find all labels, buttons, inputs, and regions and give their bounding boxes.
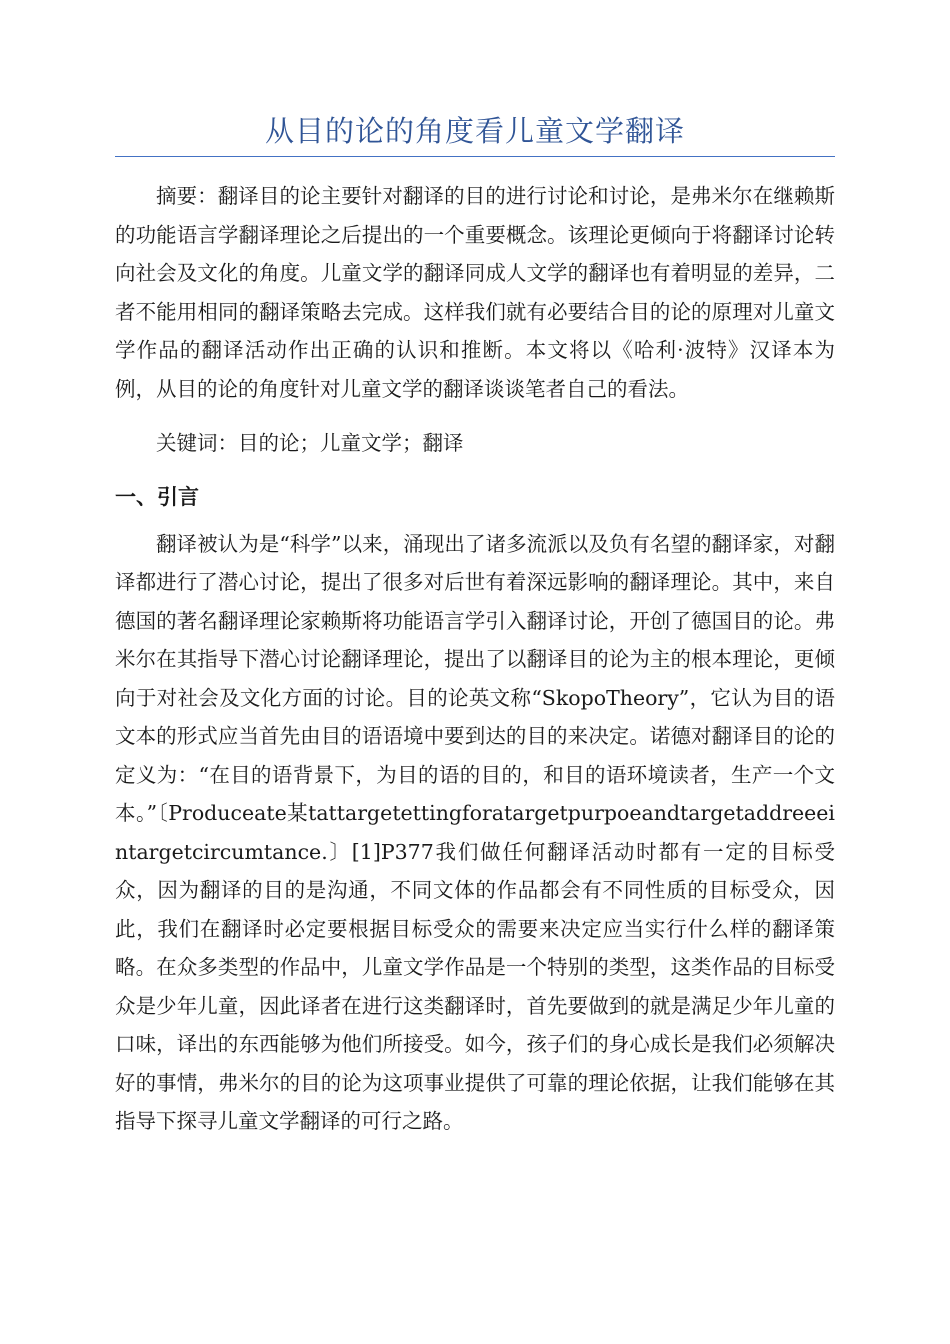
section-heading-introduction: 一、引言	[115, 484, 199, 509]
keywords-line: 关键词：目的论；儿童文学；翻译	[156, 431, 464, 455]
document-page	[115, 112, 835, 1141]
introduction-paragraph: 翻译被认为是“科学”以来，涌现出了诸多流派以及负有名望的翻译家，对翻译都进行了潜心讨论，提出了很多对后世有着深远影响的翻译理论。其中，来自德国的著名翻译理论家赖斯将功能语言学引入翻译讨论，开创了德国目的论。弗米尔在其指导下潜心讨论翻译理论，提出了以翻译目的论为主的根本理论，更倾向于对社会及文化方面的讨论。目的论英文称“SkopoTheory”，它认为目的语文本的形式应当首先由目的语语境中要到达的目的来决定。诺德对翻译目的论的定义为：“在目的语背景下，为目的语的目的，和目的语环境读者，生产一个文本。”〔Produceate某tattargetettingforatargetpurpoeandtargetaddreeeintargetcircumtance.〕[1]P377我们做任何翻译活动时都有一定的目标受众，因为翻译的目的是沟通，不同文体的作品都会有不同性质的目标受众，因此，我们在翻译时必定要根据目标受众的需要来决定应当实行什么样的翻译策略。在众多类型的作品中，儿童文学作品是一个特别的类型，这类作品的目标受众是少年儿童，因此译者在进行这类翻译时，首先要做到的就是满足少年儿童的口味，译出的东西能够为他们所接受。如今，孩子们的身心成长是我们必须解决好的事情，弗米尔的目的论为这项事业提供了可靠的理论依据，让我们能够在其指导下探寻儿童文学翻译的可行之路。	[115, 531, 835, 1133]
abstract-paragraph: 摘要：翻译目的论主要针对翻译的目的进行讨论和讨论，是弗米尔在继赖斯的功能语言学翻译理论之后提出的一个重要概念。该理论更倾向于将翻译讨论转向社会及文化的角度。儿童文学的翻译同成人文学的翻译也有着明显的差异，二者不能用相同的翻译策略去完成。这样我们就有必要结合目的论的原理对儿童文学作品的翻译活动作出正确的认识和推断。本文将以《哈利·波特》汉译本为例，从目的论的角度针对儿童文学的翻译谈谈笔者自己的看法。	[115, 184, 835, 401]
document-title: 从目的论的角度看儿童文学翻译	[115, 112, 835, 157]
